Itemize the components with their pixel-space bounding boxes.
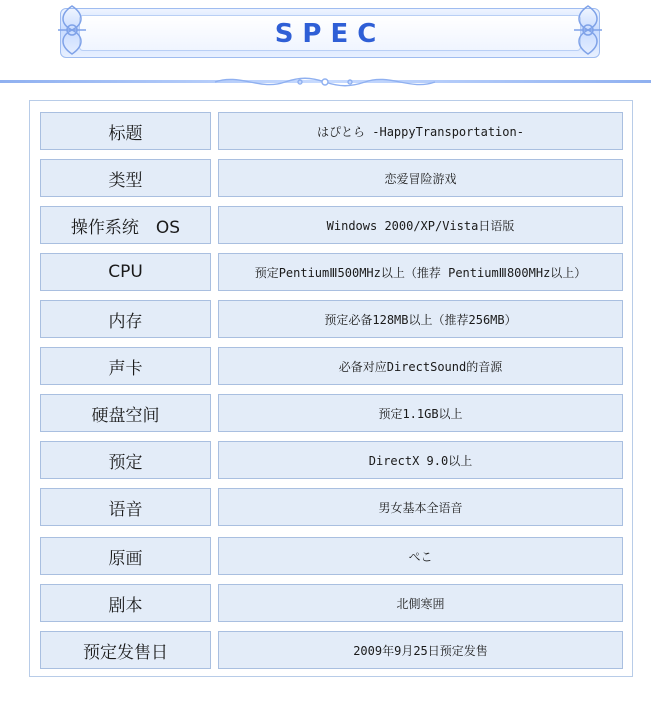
spec-row — [40, 394, 623, 432]
spec-value: Windows 2000/XP/Vista日语版 — [218, 206, 623, 244]
spec-row — [40, 631, 623, 669]
spec-row — [40, 441, 623, 479]
spec-value: 预定1.1GB以上 — [218, 394, 623, 432]
spec-row — [40, 112, 623, 150]
spec-row — [40, 584, 623, 622]
spec-label: 剧本 — [40, 584, 211, 622]
spec-value: DirectX 9.0以上 — [218, 441, 623, 479]
spec-value: 预定必备128MB以上（推荐256MB） — [218, 300, 623, 338]
spec-banner — [60, 8, 600, 58]
spec-value: 必备对应DirectSound的音源 — [218, 347, 623, 385]
spec-row — [40, 159, 623, 197]
spec-label: 硬盘空间 — [40, 394, 211, 432]
spec-label: CPU — [40, 253, 211, 291]
spec-row — [40, 347, 623, 385]
spec-row — [40, 488, 623, 526]
spec-row — [40, 537, 623, 575]
spec-label: 原画 — [40, 537, 211, 575]
spec-value: 2009年9月25日预定发售 — [218, 631, 623, 669]
spec-label: 声卡 — [40, 347, 211, 385]
spec-value: ぺこ — [218, 537, 623, 575]
spec-value: 男女基本全语音 — [218, 488, 623, 526]
ornament-right-icon — [570, 4, 606, 56]
spec-label: 预定发售日 — [40, 631, 211, 669]
spec-row — [40, 206, 623, 244]
spec-row — [40, 300, 623, 338]
spec-value: 预定PentiumⅢ500MHz以上（推荐 PentiumⅢ800MHz以上） — [218, 253, 623, 291]
spec-label: 语音 — [40, 488, 211, 526]
spec-value: はぴとら -HappyTransportation- — [218, 112, 623, 150]
spec-label: 操作系统 OS — [40, 206, 211, 244]
spec-value: 恋爱冒险游戏 — [218, 159, 623, 197]
spec-label: 类型 — [40, 159, 211, 197]
page-title: SPEC — [274, 19, 386, 49]
spec-value: 北側寒囲 — [218, 584, 623, 622]
ornament-left-icon — [54, 4, 90, 56]
spec-label: 预定 — [40, 441, 211, 479]
spec-row — [40, 253, 623, 291]
spec-label: 标题 — [40, 112, 211, 150]
divider-scroll-icon — [0, 73, 651, 91]
spec-label: 内存 — [40, 300, 211, 338]
